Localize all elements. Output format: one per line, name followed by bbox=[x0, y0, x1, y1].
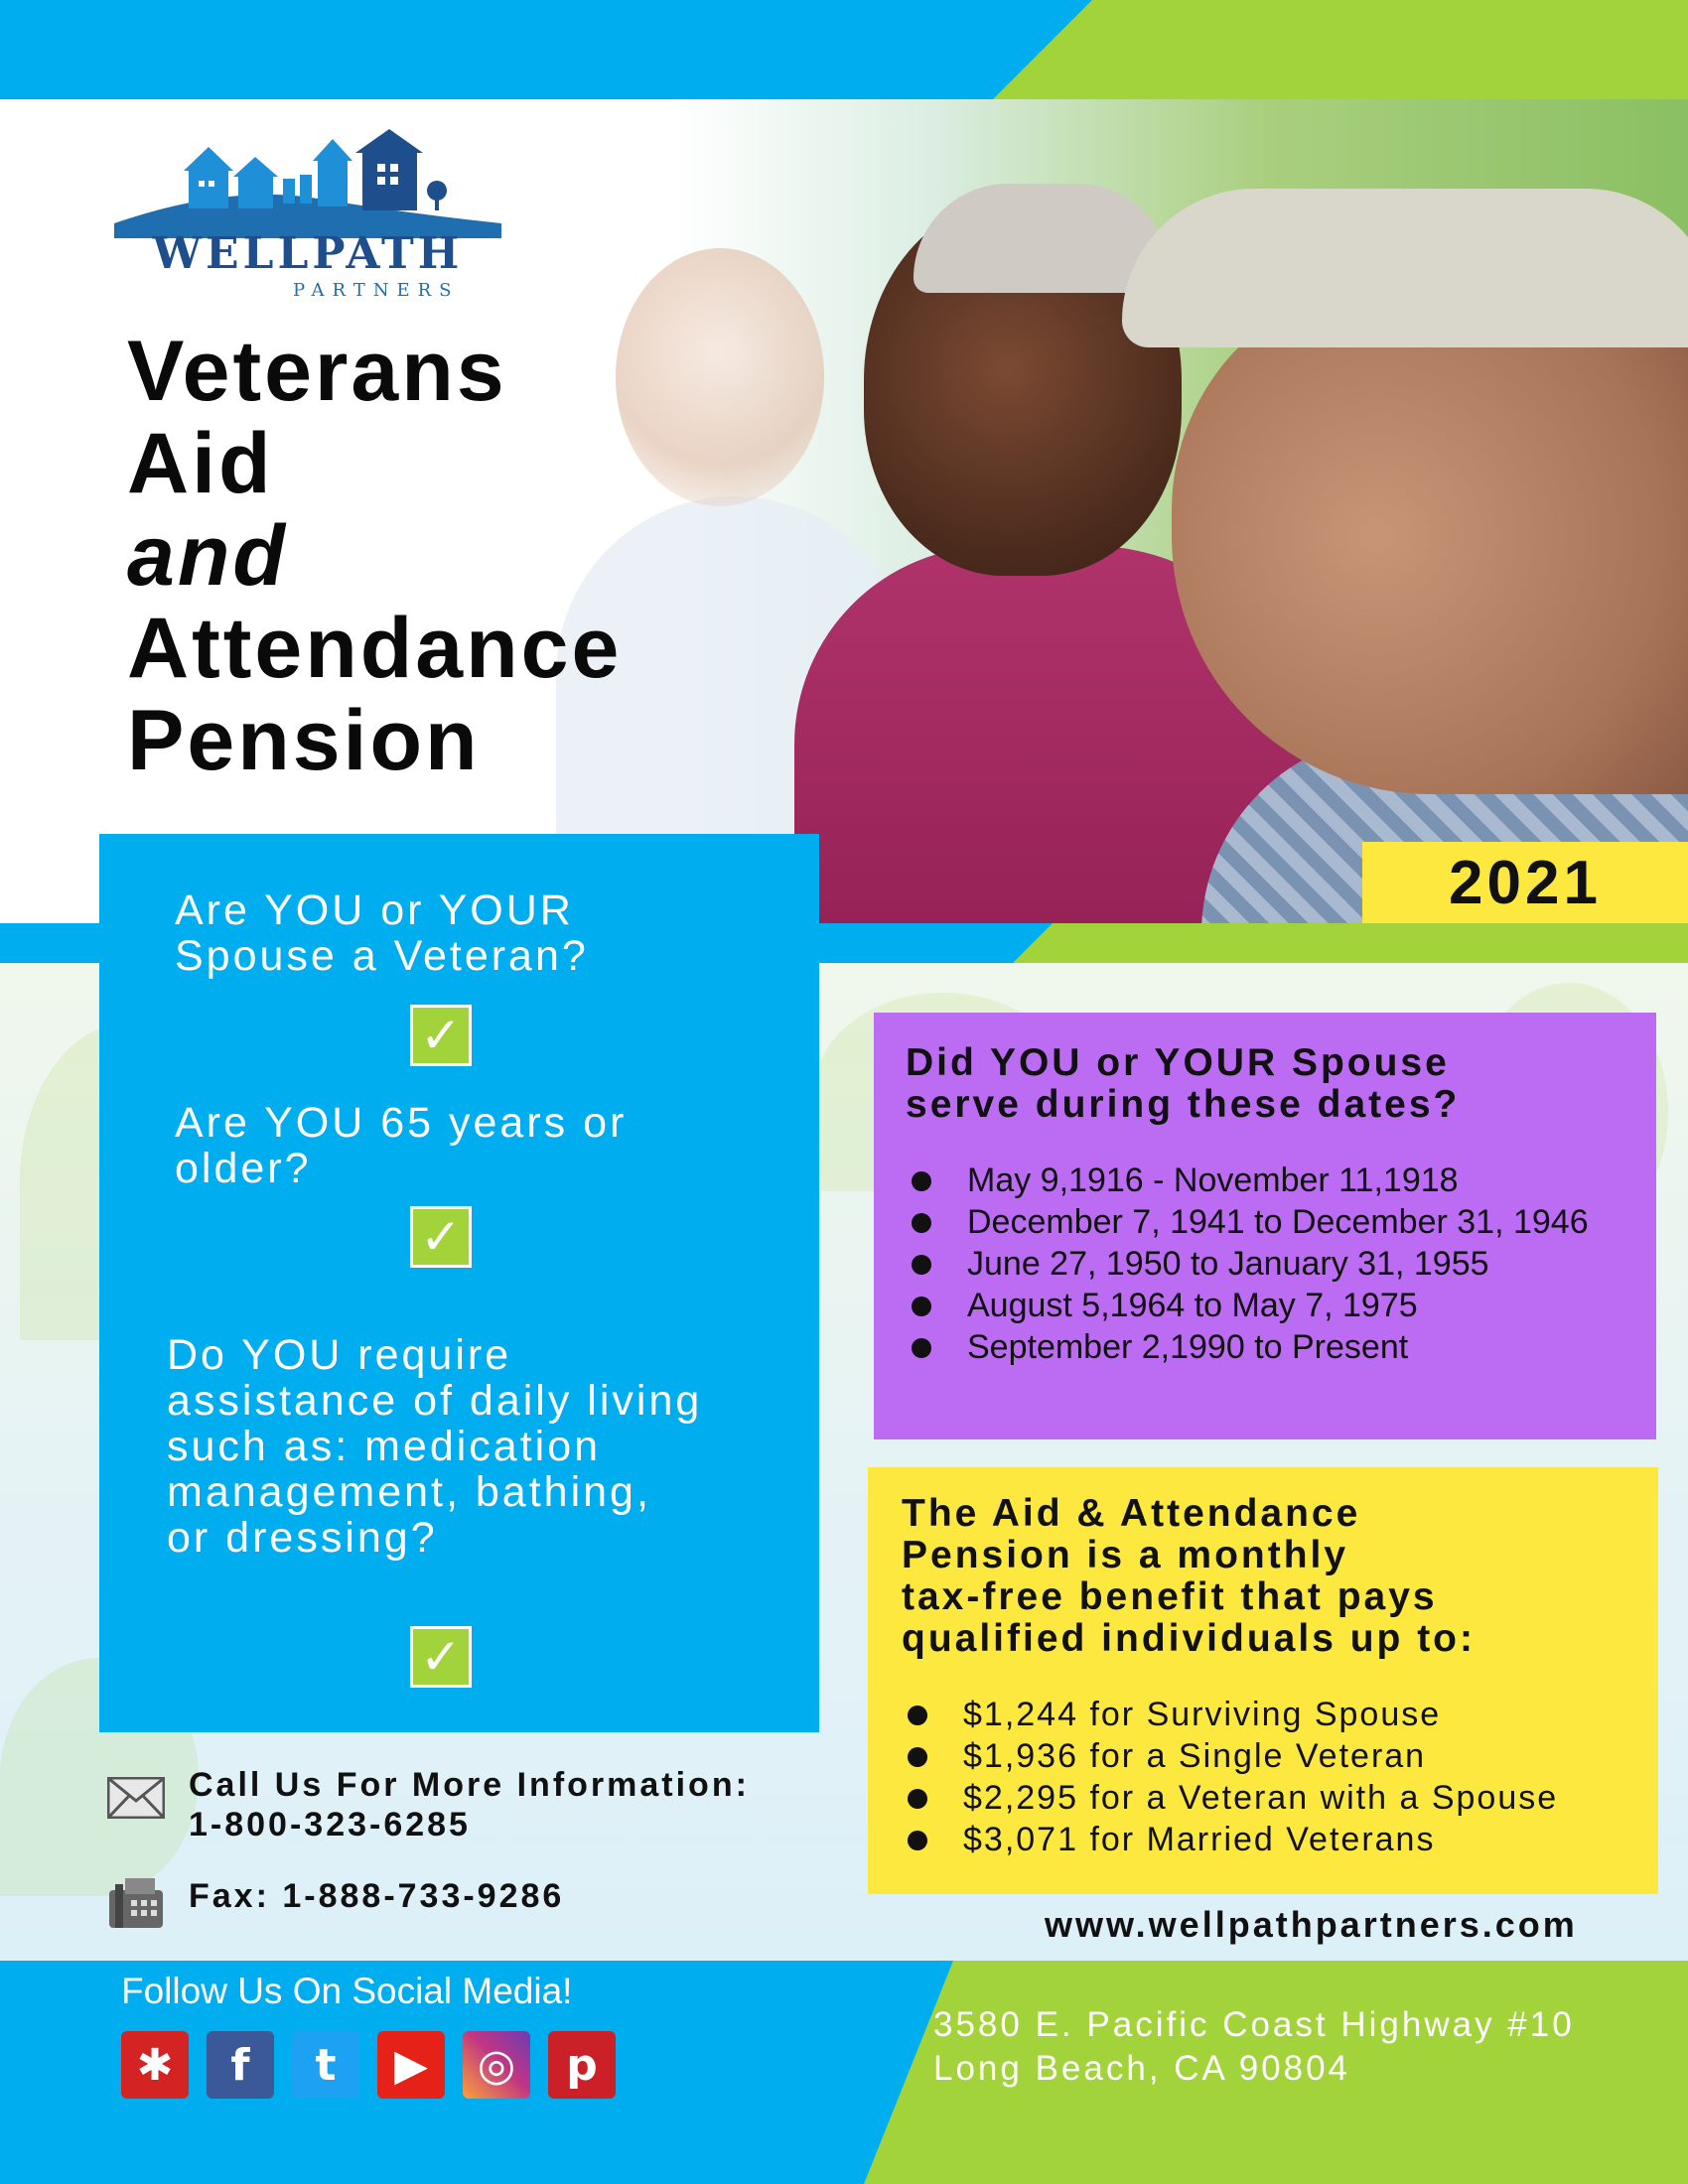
address bbox=[933, 2003, 1575, 2091]
year-badge: 2021 bbox=[1362, 842, 1688, 923]
list-item: August 5,1964 to May 7, 1975 bbox=[906, 1285, 1630, 1326]
middle-band-green-accent bbox=[1013, 923, 1688, 963]
page-title bbox=[127, 326, 622, 787]
title-line-attendance: Attendance bbox=[127, 601, 623, 696]
title-line-and: and bbox=[127, 508, 288, 604]
list-item: $1,244 for Surviving Spouse bbox=[902, 1694, 1656, 1735]
list-item: $2,295 for a Veteran with a Spouse bbox=[902, 1777, 1656, 1819]
title-line-aid: Aid bbox=[127, 416, 274, 511]
checkbox-icon: ✓ bbox=[410, 1005, 472, 1066]
youtube-icon[interactable]: ▶ bbox=[377, 2031, 445, 2099]
question-age: Are YOU 65 years or older? bbox=[175, 1099, 628, 1192]
list-item: $3,071 for Married Veterans bbox=[902, 1819, 1656, 1860]
website-link[interactable]: www.wellpathpartners.com bbox=[1045, 1904, 1578, 1945]
photo-person-right-hat bbox=[1122, 189, 1688, 347]
list-item: September 2,1990 to Present bbox=[906, 1326, 1630, 1368]
checkbox-icon: ✓ bbox=[410, 1206, 472, 1268]
contact-text bbox=[189, 1765, 750, 1844]
fax-number[interactable]: Fax: 1-888-733-9286 bbox=[189, 1877, 565, 1915]
instagram-icon[interactable]: ◎ bbox=[463, 2031, 530, 2099]
list-item: December 7, 1941 to December 31, 1946 bbox=[906, 1201, 1630, 1243]
social-heading: Follow Us On Social Media! bbox=[121, 1971, 573, 2011]
phone-number[interactable]: 1-800-323-6285 bbox=[189, 1806, 471, 1843]
title-line-veterans: Veterans bbox=[127, 324, 507, 419]
eligibility-panel bbox=[99, 834, 819, 1732]
list-item: June 27, 1950 to January 31, 1955 bbox=[906, 1243, 1630, 1285]
photo-person-left-head bbox=[616, 248, 824, 506]
logo-wordmark: WELLPATH bbox=[152, 228, 464, 279]
list-item: May 9,1916 - November 11,1918 bbox=[906, 1160, 1630, 1201]
service-dates-box bbox=[874, 1013, 1656, 1439]
pension-benefit-box bbox=[868, 1467, 1658, 1894]
logo-tagline: PARTNERS bbox=[293, 280, 460, 301]
address-line-1: 3580 E. Pacific Coast Highway #10 bbox=[933, 2005, 1575, 2044]
question-veteran: Are YOU or YOUR Spouse a Veteran? bbox=[175, 887, 589, 980]
wellpath-logo bbox=[109, 129, 506, 303]
call-label: Call Us For More Information: bbox=[189, 1766, 750, 1804]
houses-logo-icon bbox=[109, 129, 506, 238]
address-line-2: Long Beach, CA 90804 bbox=[933, 2049, 1351, 2088]
facebook-icon[interactable]: f bbox=[207, 2031, 274, 2099]
question-assistance: Do YOU require assistance of daily living such as: medication management, bathing, or dressing? bbox=[167, 1331, 703, 1562]
pinterest-icon[interactable]: p bbox=[548, 2031, 616, 2099]
title-line-pension: Pension bbox=[127, 693, 481, 788]
checkbox-icon: ✓ bbox=[410, 1626, 472, 1688]
pension-amounts-list bbox=[902, 1694, 1656, 1860]
service-dates-list bbox=[906, 1160, 1630, 1368]
photo-person-right-head bbox=[1172, 278, 1688, 794]
yelp-icon[interactable]: ✱ bbox=[121, 2031, 189, 2099]
fax-icon bbox=[107, 1876, 165, 1930]
twitter-icon[interactable]: t bbox=[292, 2031, 359, 2099]
list-item: $1,936 for a Single Veteran bbox=[902, 1735, 1656, 1777]
service-dates-title: Did YOU or YOUR Spouse serve during these dates? bbox=[906, 1041, 1461, 1126]
pension-benefit-title: The Aid & Attendance Pension is a monthly tax-free benefit that pays qualified individuals up to: bbox=[902, 1492, 1476, 1660]
social-icons bbox=[121, 2031, 616, 2099]
top-band-green-accent bbox=[993, 0, 1688, 99]
envelope-icon bbox=[107, 1777, 165, 1819]
